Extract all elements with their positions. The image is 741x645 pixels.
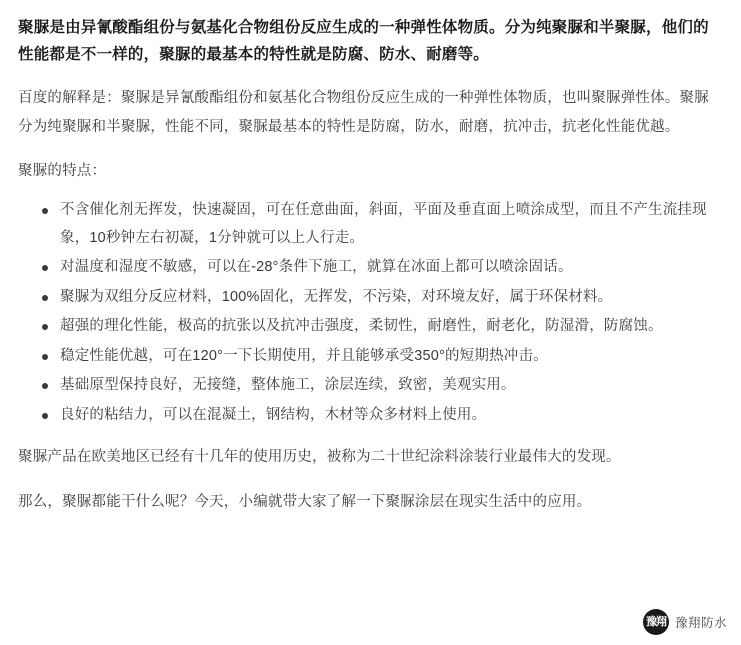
list-item: 超强的理化性能，极高的抗张以及抗冲击强度，柔韧性，耐磨性，耐老化，防湿滑，防腐蚀。	[40, 313, 723, 341]
lead-paragraph: 聚脲是由异氰酸酯组份与氨基化合物组份反应生成的一种弹性体物质。分为纯聚脲和半聚脲，他们的性能都是不一样的，聚脲的最基本的特性就是防腐、防水、耐磨等。	[18, 19, 709, 64]
account-name-label: 豫翔防水	[674, 616, 727, 630]
brand-logo-icon: 豫翔	[643, 609, 669, 635]
features-list	[18, 197, 723, 429]
list-item: 良好的粘结力，可以在混凝土，钢结构，木材等众多材料上使用。	[40, 402, 723, 430]
list-item: 对温度和湿度不敏感，可以在-28°条件下施工，就算在冰面上都可以喷涂固话。	[40, 254, 723, 282]
account-badge[interactable]	[643, 609, 727, 635]
features-heading: 聚脲的特点：	[18, 162, 107, 179]
list-item: 聚脲为双组分反应材料，100%固化，无挥发，不污染，对环境友好，属于环保材料。	[40, 284, 723, 312]
baidu-definition-paragraph: 百度的解释是：聚脲是异氰酸酯组份和氨基化合物组份反应生成的一种弹性体物质，也叫聚脲弹性体。聚脲分为纯聚脲和半聚脲，性能不同，聚脲最基本的特性是防腐，防水，耐磨，抗冲击，抗老化性能优越。	[18, 90, 709, 135]
list-item: 稳定性能优越，可在120°一下长期使用，并且能够承受350°的短期热冲击。	[40, 343, 723, 371]
closing-paragraph: 那么，聚脲都能干什么呢？今天，小编就带大家了解一下聚脲涂层在现实生活中的应用。	[18, 493, 592, 510]
list-item: 不含催化剂无挥发，快速凝固，可在任意曲面，斜面，平面及垂直面上喷涂成型，而且不产生流挂现象，10秒钟左右初凝，1分钟就可以上人行走。	[40, 197, 723, 252]
history-paragraph: 聚脲产品在欧美地区已经有十几年的使用历史，被称为二十世纪涂料涂装行业最伟大的发现。	[18, 449, 621, 466]
list-item: 基础原型保持良好，无接缝，整体施工，涂层连续，致密，美观实用。	[40, 372, 723, 400]
